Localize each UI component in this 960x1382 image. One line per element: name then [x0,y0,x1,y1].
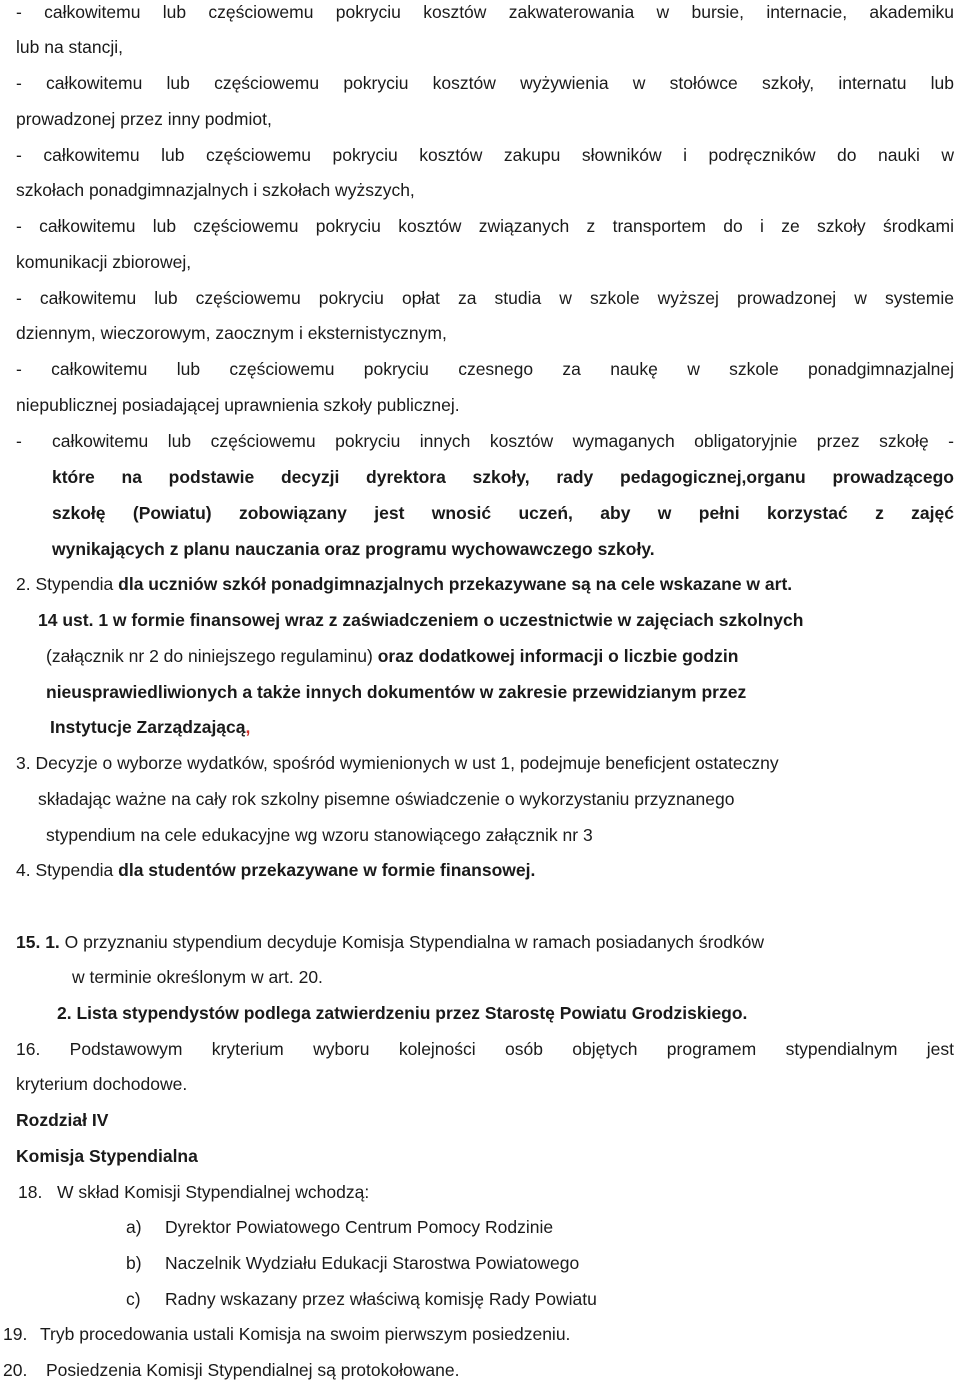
paragraph-2-line-1: - całkowitemu lub częściowemu pokryciu kosztów wyżywienia w stołówce szkoły, internatu lub [16,73,954,93]
section-15-text: O przyznaniu stypendium decyduje Komisja Stypendialna w ramach posiadanych środków [59,932,765,952]
paragraph-6-line-1: - całkowitemu lub częściowemu pokryciu czesnego za naukę w szkole ponadgimnazjalnej [16,359,954,379]
item-2-line-5 [50,716,954,738]
section-18-text: W skład Komisji Stypendialnej wchodzą: [57,1182,370,1202]
item-2-number: 2. Stypendia [16,574,119,594]
paragraph-7-dash: - [16,431,22,451]
paragraph-6-line-2: niepublicznej posiadającej uprawnienia szkoły publicznej. [16,395,460,415]
paragraph-2-line-2: prowadzonej przez inny podmiot, [16,109,272,129]
paragraph-1-line-2: lub na stancji, [16,37,124,57]
item-2-line-1 [16,573,954,595]
item-3-line-2: składając ważne na cały rok szkolny pisemne oświadczenie o wykorzystaniu przyznanego [38,789,735,809]
section-19-text: Tryb procedowania ustali Komisja na swoim pierwszym posiedzeniu. [40,1324,571,1344]
section-16-line-1: 16. Podstawowym kryterium wyboru kolejności osób objętych programem stypendialnym jest [16,1039,954,1059]
item-3-line-3: stypendium na cele edukacyjne wg wzoru stanowiącego załącznik nr 3 [46,825,593,845]
item-2-red-comma: , [245,717,251,737]
section-20-text: Posiedzenia Komisji Stypendialnej są protokołowane. [46,1360,460,1380]
item-2-line-2-bold: 14 ust. [38,610,94,630]
item-4-line-1 [16,859,954,881]
item-2-line-1-bold: dla uczniów szkół ponadgimnazjalnych przekazywane są na cele wskazane w art. [118,574,793,594]
item-4-bold: dla studentów przekazywane w formie finansowej. [118,860,536,880]
item-3-line-1: 3. Decyzje o wyborze wydatków, spośród wymienionych w ust 1, podejmuje beneficjent ostateczny [16,753,779,773]
list-item-a-marker: a) [126,1217,142,1237]
paragraph-7-line-4: wynikających z planu nauczania oraz programu wychowawczego szkoły. [52,539,655,559]
paragraph-4-line-1: - całkowitemu lub częściowemu pokryciu kosztów związanych z transportem do i ze szkoły środkami [16,216,954,236]
list-item-c-marker: c) [126,1289,141,1309]
paragraph-5-line-2: dziennym, wieczorowym, zaocznym i eksternistycznym, [16,323,447,343]
paragraph-1-line-1: - całkowitemu lub częściowemu pokryciu kosztów zakwaterowania w bursie, internacie, akademiku [16,2,954,22]
section-15-line-3: 2. Lista stypendystów podlega zatwierdzeniu przez Starostę Powiatu Grodziskiego. [57,1003,748,1023]
item-2-line-2-rest: 1 w formie finansowej wraz z zaświadczeniem o uczestnictwie w zajęciach szkolnych [93,610,804,630]
paragraph-3-line-2: szkołach ponadgimnazjalnych i szkołach wyższych, [16,180,415,200]
item-2-line-3-bold: oraz dodatkowej informacji o liczbie godzin [377,646,739,666]
paragraph-7-line-3: szkołę (Powiatu) zobowiązany jest wnosić uczeń, aby w pełni korzystać z zajęć [52,503,954,523]
chapter-subtitle: Komisja Stypendialna [16,1146,198,1166]
section-18-number: 18. [18,1182,43,1202]
list-item-c-text: Radny wskazany przez właściwą komisję Rady Powiatu [165,1289,597,1309]
section-20-number: 20. [3,1360,28,1380]
item-2-institution: Instytucje Zarządzającą [50,717,246,737]
section-19-number: 19. [3,1324,28,1344]
paragraph-3-line-1: - całkowitemu lub częściowemu pokryciu kosztów zakupu słowników i podręczników do nauki w [16,145,954,165]
section-16-line-2: kryterium dochodowe. [16,1074,188,1094]
section-15-line-1 [16,931,954,953]
paragraph-7-line-1: całkowitemu lub częściowemu pokryciu innych kosztów wymaganych obligatoryjnie przez szkołę - [52,431,954,451]
paragraph-5-line-1: - całkowitemu lub częściowemu pokryciu opłat za studia w szkole wyższej prowadzonej w systemie [16,288,954,308]
paragraph-4-line-2: komunikacji zbiorowej, [16,252,192,272]
item-2-line-3 [46,645,954,667]
chapter-title: Rozdział IV [16,1110,109,1130]
list-item-a-text: Dyrektor Powiatowego Centrum Pomocy Rodzinie [165,1217,554,1237]
section-15-line-2: w terminie określonym w art. 20. [72,967,323,987]
item-4-number: 4. Stypendia [16,860,119,880]
item-2-line-2 [38,609,954,631]
item-2-line-3-normal: (załącznik nr 2 do niniejszego regulaminu) [46,646,378,666]
list-item-b-marker: b) [126,1253,142,1273]
paragraph-7-line-2: które na podstawie decyzji dyrektora szkoły, rady pedagogicznej,organu prowadzącego [52,467,954,487]
section-15-number: 15. 1. [16,932,60,952]
item-2-line-4: nieusprawiedliwionych a także innych dokumentów w zakresie przewidzianym przez [46,682,747,702]
list-item-b-text: Naczelnik Wydziału Edukacji Starostwa Powiatowego [165,1253,580,1273]
